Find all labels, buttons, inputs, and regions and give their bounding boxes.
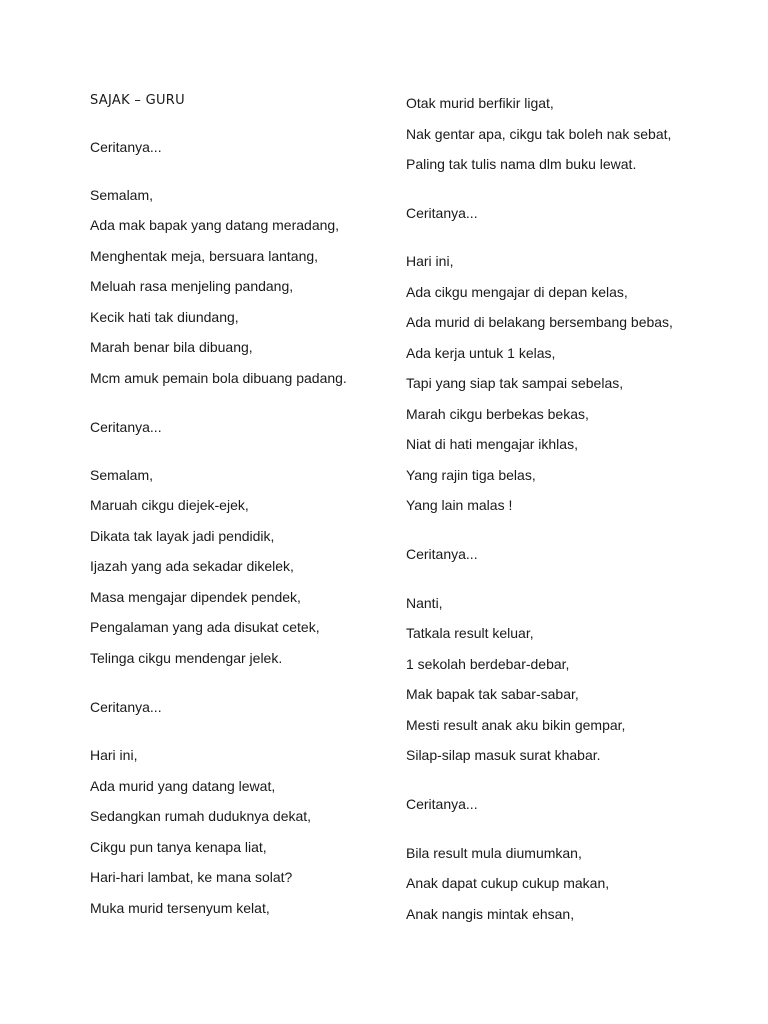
poem-line: Nak gentar apa, cikgu tak boleh nak sebat,: [406, 126, 672, 142]
poem-line: Mesti result anak aku bikin gempar,: [406, 717, 626, 733]
poem-line: Bila result mula diumumkan,: [406, 845, 582, 861]
poem-line: Paling tak tulis nama dlm buku lewat.: [406, 156, 637, 172]
poem-line: Otak murid berfikir ligat,: [406, 95, 554, 111]
poem-line: Ceritanya...: [90, 419, 162, 435]
poem-line: Hari ini,: [406, 253, 454, 269]
poem-line: Marah benar bila dibuang,: [90, 339, 253, 355]
poem-line: Semalam,: [90, 467, 154, 483]
poem-line: Menghentak meja, bersuara lantang,: [90, 248, 319, 264]
poem-line: Yang lain malas !: [406, 497, 513, 513]
poem-line: Semalam,: [90, 187, 154, 203]
poem-line: Hari ini,: [90, 747, 138, 763]
poem-line: Cikgu pun tanya kenapa liat,: [90, 839, 267, 855]
poem-line: Kecik hati tak diundang,: [90, 309, 239, 325]
poem-line: Tatkala result keluar,: [406, 625, 534, 641]
poem-line: Maruah cikgu diejek-ejek,: [90, 497, 249, 513]
poem-line: Mak bapak tak sabar-sabar,: [406, 686, 579, 702]
poem-line: Dikata tak layak jadi pendidik,: [90, 528, 275, 544]
poem-title: SAJAK – GURU: [90, 93, 185, 108]
poem-line: Pengalaman yang ada disukat cetek,: [90, 619, 320, 635]
poem-line: Ada cikgu mengajar di depan kelas,: [406, 284, 628, 300]
poem-line: Anak dapat cukup cukup makan,: [406, 875, 610, 891]
poem-line: Ada murid di belakang bersembang bebas,: [406, 314, 673, 330]
poem-line: Anak nangis mintak ehsan,: [406, 906, 575, 922]
poem-line: Silap-silap masuk surat khabar.: [406, 747, 601, 763]
poem-line: Sedangkan rumah duduknya dekat,: [90, 808, 312, 824]
poem-line: Ceritanya...: [90, 139, 162, 155]
poem-line: Muka murid tersenyum kelat,: [90, 900, 270, 916]
poem-line: Ceritanya...: [406, 205, 478, 221]
poem-line: Ada mak bapak yang datang meradang,: [90, 217, 340, 233]
poem-line: Niat di hati mengajar ikhlas,: [406, 436, 578, 452]
poem-line: Ceritanya...: [406, 546, 478, 562]
poem-line: Telinga cikgu mendengar jelek.: [90, 650, 283, 666]
poem-line: Masa mengajar dipendek pendek,: [90, 589, 301, 605]
poem-line: Ceritanya...: [406, 796, 478, 812]
poem-line: Nanti,: [406, 595, 443, 611]
poem-line: Yang rajin tiga belas,: [406, 467, 536, 483]
poem-line: Mcm amuk pemain bola dibuang padang.: [90, 370, 347, 386]
poem-line: 1 sekolah berdebar-debar,: [406, 656, 570, 672]
poem-line: Tapi yang siap tak sampai sebelas,: [406, 375, 624, 391]
poem-line: Ada murid yang datang lewat,: [90, 778, 276, 794]
poem-line: Marah cikgu berbekas bekas,: [406, 406, 589, 422]
poem-line: Ijazah yang ada sekadar dikelek,: [90, 558, 294, 574]
poem-line: Hari-hari lambat, ke mana solat?: [90, 869, 293, 885]
poem-line: Ceritanya...: [90, 699, 162, 715]
poem-line: Ada kerja untuk 1 kelas,: [406, 345, 556, 361]
poem-line: Meluah rasa menjeling pandang,: [90, 278, 294, 294]
